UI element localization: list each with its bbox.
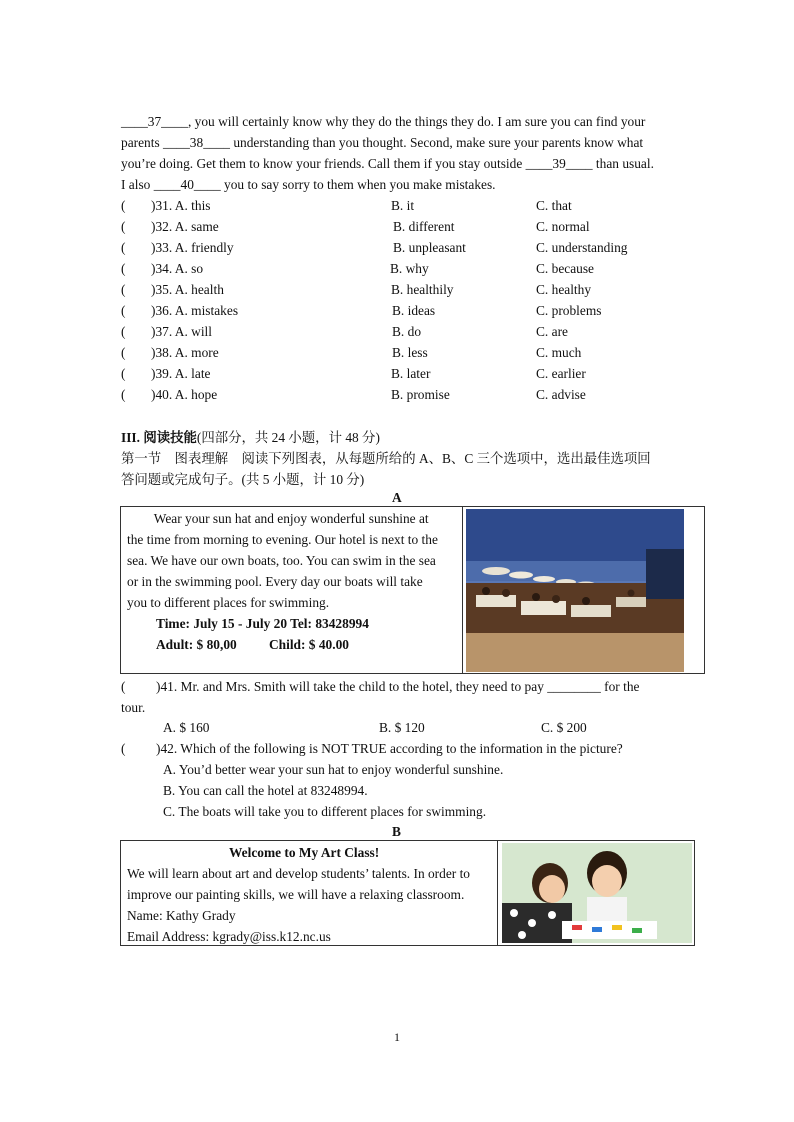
box-a-text-line: or in the swimming pool. Every day our boats will take — [127, 574, 423, 589]
section-heading-rest: (四部分，共 24 小题，计 48 分) — [196, 430, 380, 445]
box-b-divider — [497, 841, 498, 945]
option-c: C. The boats will take you to different places for swimming. — [163, 804, 487, 819]
answer-paren: ( — [121, 741, 126, 756]
beach-dinner-illustration — [466, 509, 684, 672]
option-b: B. $ 120 — [379, 720, 425, 735]
box-a-divider — [462, 507, 463, 673]
box-a-text-line: you to different places for swimming. — [127, 595, 330, 610]
option-a: )40. A. hope — [151, 387, 218, 402]
box-a-price-child: Child: $ 40.00 — [269, 637, 349, 652]
box-b-title: Welcome to My Art Class! — [229, 845, 380, 860]
children-painting-illustration — [502, 843, 692, 943]
option-a: A. You’d better wear your sun hat to enjoy wonderful sunshine. — [163, 762, 504, 777]
box-a-text-line: the time from morning to evening. Our hotel is next to the — [127, 532, 438, 547]
box-b-text-line: We will learn about art and develop students’ talents. In order to — [127, 866, 471, 881]
option-b: B. healthily — [391, 282, 454, 297]
box-b-email: Email Address: kgrady@iss.k12.nc.us — [127, 929, 331, 944]
answer-paren: ( — [121, 303, 126, 318]
box-a-time-tel: Time: July 15 - July 20 Tel: 83428994 — [156, 616, 369, 631]
section-heading — [121, 427, 380, 446]
option-b: B. do — [392, 324, 422, 339]
option-b: B. different — [393, 219, 455, 234]
answer-paren: ( — [121, 324, 126, 339]
answer-paren: ( — [121, 261, 126, 276]
option-c: C. earlier — [536, 366, 586, 381]
section-heading-bold: III. 阅读技能 — [121, 430, 197, 445]
option-c: C. understanding — [536, 240, 628, 255]
beach-dinner-photo — [466, 509, 684, 672]
option-a: )38. A. more — [151, 345, 219, 360]
option-a: )35. A. health — [151, 282, 224, 297]
option-a: )33. A. friendly — [151, 240, 234, 255]
option-a: )31. A. this — [151, 198, 211, 213]
answer-paren: ( — [121, 282, 126, 297]
option-c: C. problems — [536, 303, 602, 318]
box-a-text-line: Wear your sun hat and enjoy wonderful sunshine at — [127, 511, 429, 526]
option-b: B. why — [390, 261, 429, 276]
box-b-name: Name: Kathy Grady — [127, 908, 236, 923]
option-a: )34. A. so — [151, 261, 204, 276]
section-instruction-line-1: 第一节 图表理解 阅读下列图表，从每题所给的 A、B、C 三个选项中，选出最佳选项回 — [121, 451, 651, 466]
option-c: C. $ 200 — [541, 720, 587, 735]
option-b: B. ideas — [392, 303, 436, 318]
option-c: C. normal — [536, 219, 590, 234]
box-b-label: B — [392, 824, 401, 839]
answer-paren: ( — [121, 679, 126, 694]
question-41-text: )41. Mr. and Mrs. Smith will take the child to the hotel, they need to pay ________ for the — [156, 679, 640, 694]
box-a-price-adult: Adult: $ 80,00 — [156, 637, 237, 652]
box-a-text-line: sea. We have our own boats, too. You can swim in the sea — [127, 553, 436, 568]
option-a: )32. A. same — [151, 219, 219, 234]
option-c: C. much — [536, 345, 582, 360]
option-b: B. promise — [391, 387, 450, 402]
option-b: B. less — [392, 345, 428, 360]
passage-line-2: parents ____38____ understanding than you thought. Second, make sure your parents know what — [121, 135, 644, 150]
children-painting-photo — [502, 843, 692, 943]
passage-line-1: ____37____, you will certainly know why they do the things they do. I am sure you can find your — [121, 114, 646, 129]
answer-paren: ( — [121, 387, 126, 402]
option-c: C. are — [536, 324, 568, 339]
answer-paren: ( — [121, 366, 126, 381]
passage-line-3: you’re doing. Get them to know your friends. Call them if you stay outside ____39____ than usual. — [121, 156, 654, 171]
question-41-continuation: tour. — [121, 700, 146, 715]
option-b: B. unpleasant — [393, 240, 466, 255]
question-42-text: )42. Which of the following is NOT TRUE according to the information in the picture? — [156, 741, 623, 756]
option-b: B. later — [391, 366, 431, 381]
option-c: C. advise — [536, 387, 586, 402]
answer-paren: ( — [121, 219, 126, 234]
option-a: )37. A. will — [151, 324, 213, 339]
box-a-label: A — [392, 490, 402, 505]
box-b-text-line: improve our painting skills, we will have a relaxing classroom. — [127, 887, 465, 902]
option-b: B. You can call the hotel at 83248994. — [163, 783, 368, 798]
option-c: C. healthy — [536, 282, 592, 297]
option-b: B. it — [391, 198, 415, 213]
section-instruction-line-2: 答问题或完成句子。(共 5 小题，计 10 分) — [121, 472, 365, 487]
answer-paren: ( — [121, 345, 126, 360]
option-c: C. that — [536, 198, 572, 213]
option-a: A. $ 160 — [163, 720, 210, 735]
answer-paren: ( — [121, 240, 126, 255]
option-a: )39. A. late — [151, 366, 211, 381]
answer-paren: ( — [121, 198, 126, 213]
page-number: 1 — [394, 1030, 400, 1044]
passage-line-4: I also ____40____ you to say sorry to them when you make mistakes. — [121, 177, 496, 192]
option-c: C. because — [536, 261, 595, 276]
option-a: )36. A. mistakes — [151, 303, 239, 318]
